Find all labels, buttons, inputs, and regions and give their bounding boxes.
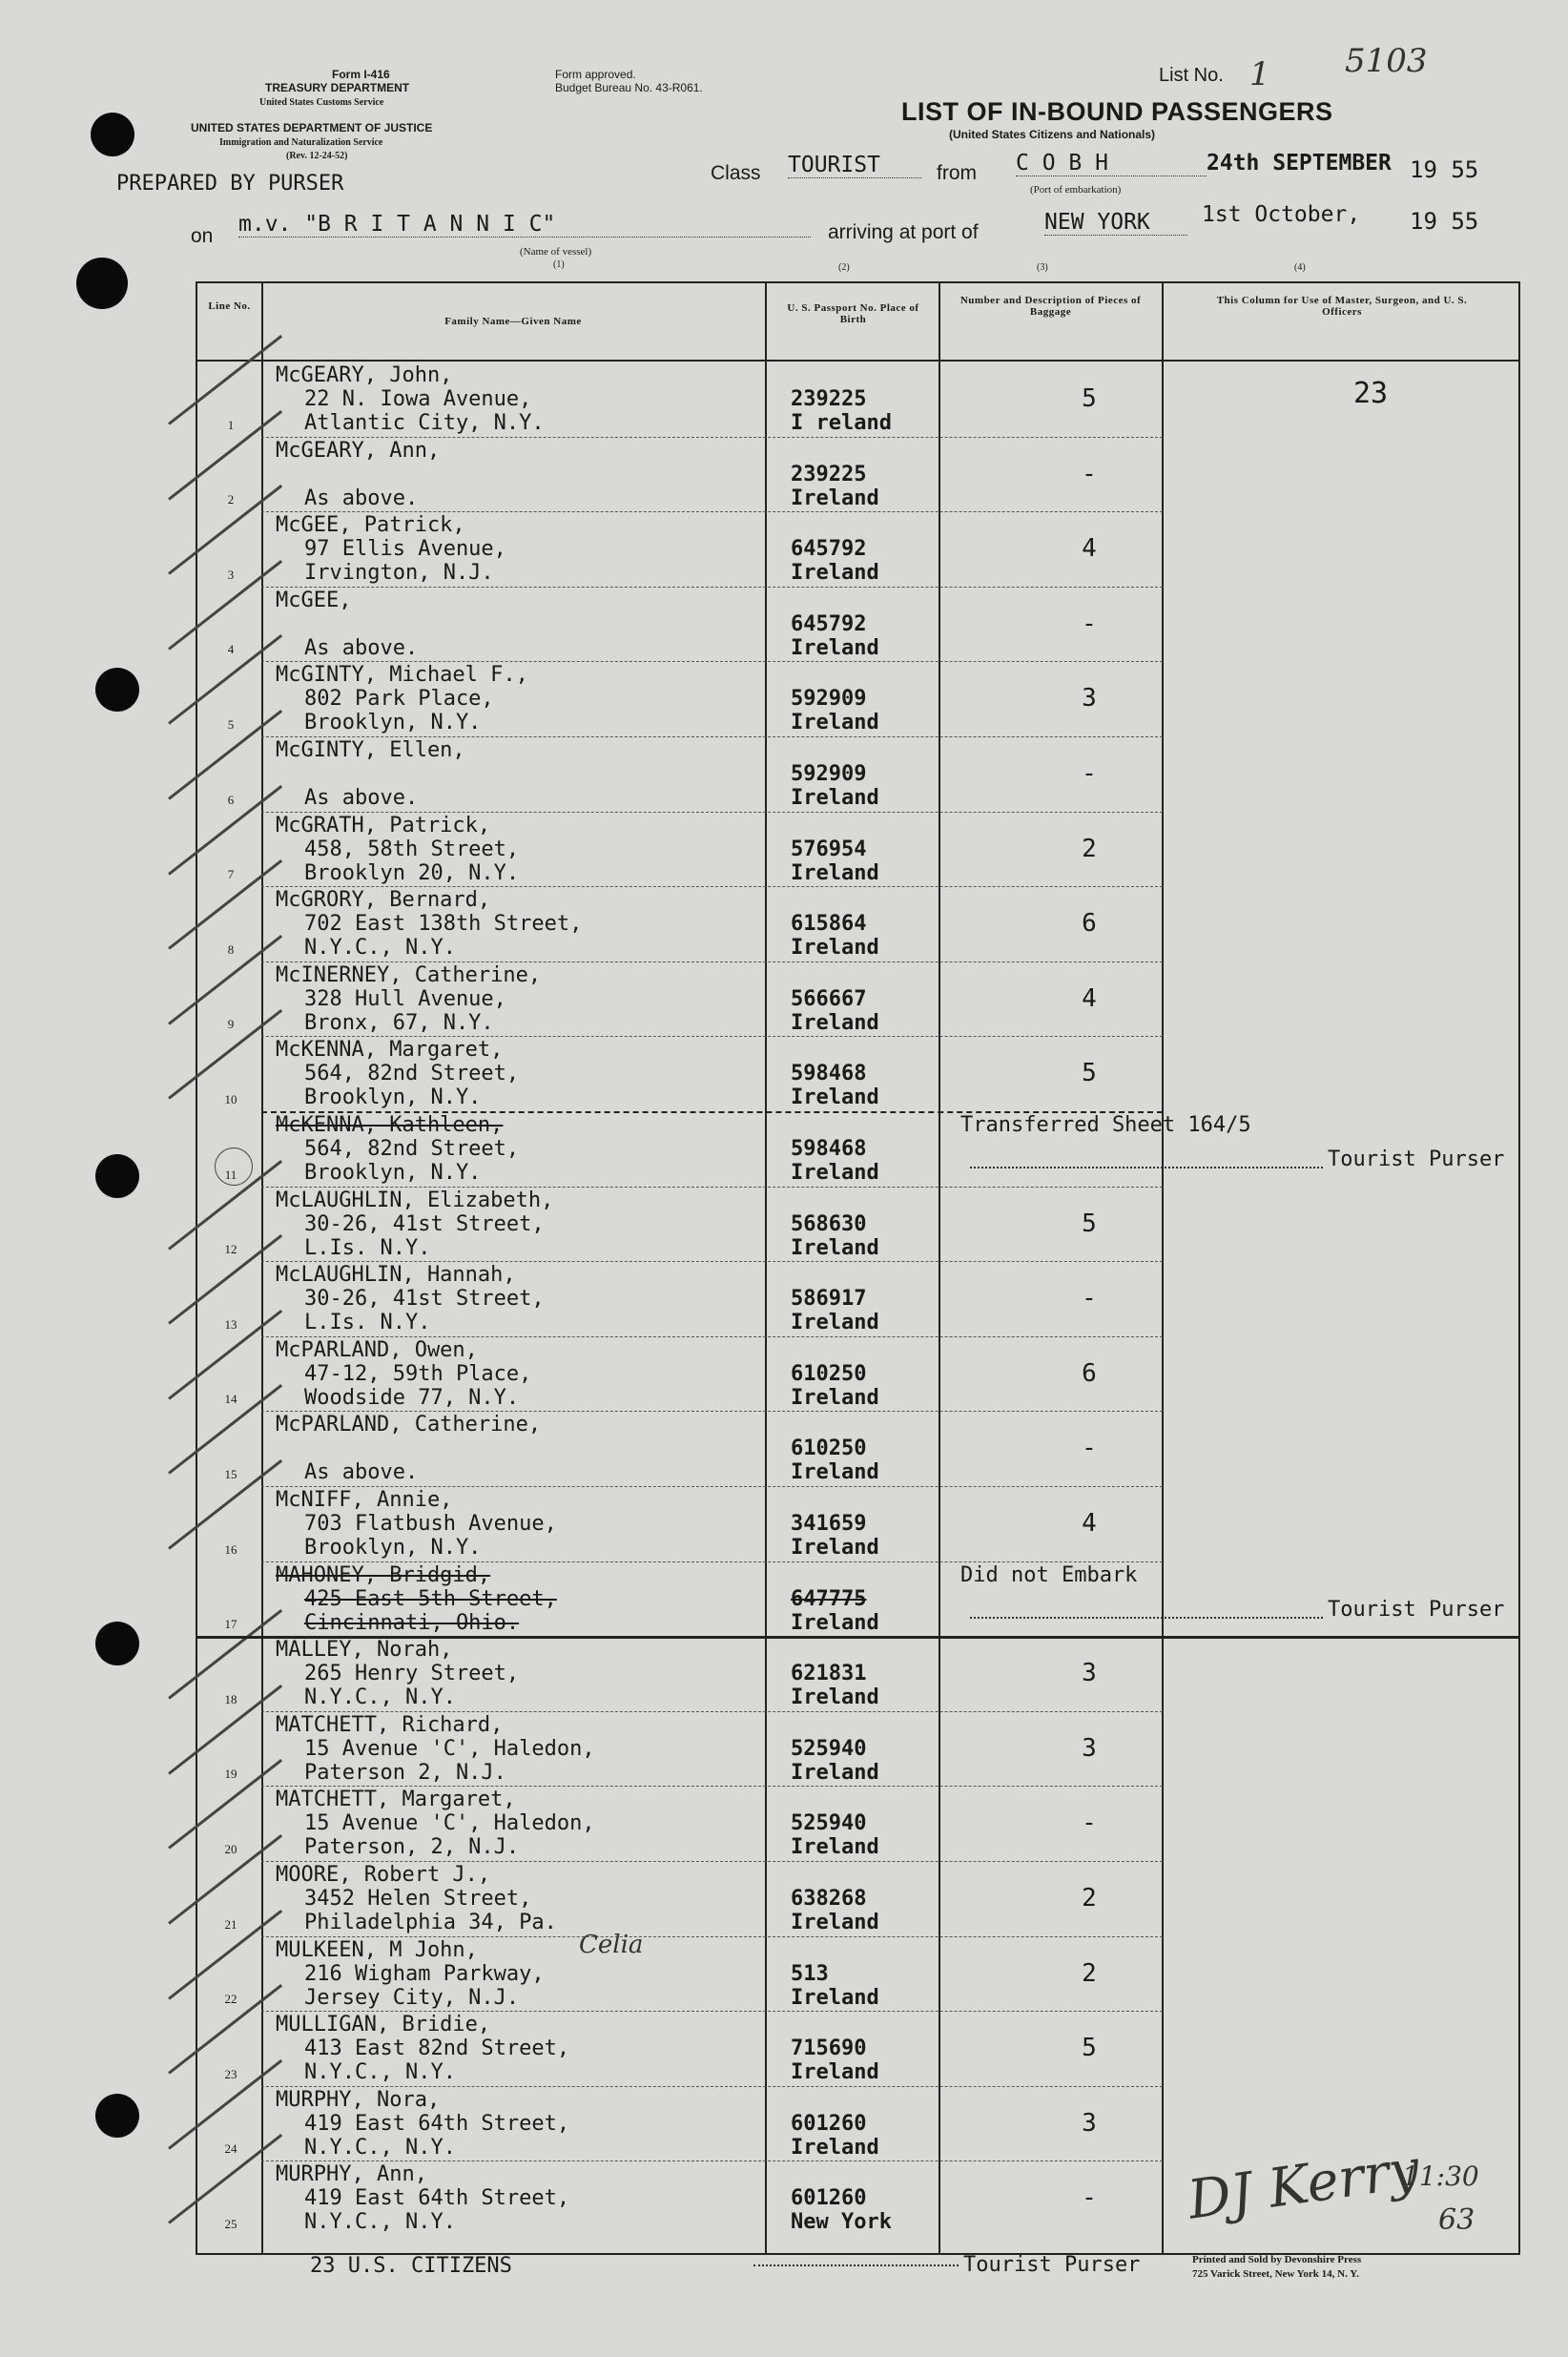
place-of-birth: New York	[791, 2210, 892, 2235]
line-number: 17	[224, 1617, 237, 1632]
revision: (Rev. 12-24-52)	[286, 151, 348, 161]
baggage-count: -	[1082, 2183, 1097, 2213]
line-number: 23	[224, 2066, 237, 2081]
treasury-dept: TREASURY DEPARTMENT	[265, 81, 410, 94]
punch-hole	[95, 1622, 139, 1665]
line-number: 10	[224, 1091, 237, 1106]
address-line-2: L.Is. N.Y.	[304, 1311, 431, 1335]
line-number: 9	[227, 1017, 235, 1032]
passenger-name: McGEARY, John,	[276, 363, 453, 387]
table-row	[197, 1930, 1518, 2012]
passenger-name: McPARLAND, Catherine,	[276, 1413, 542, 1437]
baggage-count: -	[1082, 1284, 1097, 1313]
address-line-1: 15 Avenue 'C', Haledon,	[304, 1811, 595, 1836]
passport-number: 638268	[791, 1887, 867, 1911]
class-value: TOURIST	[788, 153, 921, 178]
col-header-name: Family Name—Given Name	[444, 316, 582, 327]
passport-number: 586917	[791, 1287, 867, 1312]
page-title: LIST OF IN-BOUND PASSENGERS	[901, 97, 1333, 126]
address-line-1: 564, 82nd Street,	[304, 1137, 520, 1161]
passport-number: 568630	[791, 1211, 867, 1236]
arrival-year: 19 55	[1410, 208, 1479, 235]
place-of-birth: Ireland	[791, 1460, 879, 1485]
col-num-2: (2)	[838, 262, 850, 273]
line-number: 5	[227, 716, 235, 732]
signature-dots	[970, 1617, 1323, 1619]
address-line-1: 328 Hull Avenue,	[304, 986, 506, 1011]
address-line-2: Paterson 2, N.J.	[304, 1760, 506, 1785]
passport-number: 513	[791, 1961, 829, 1986]
line-number: 21	[224, 1916, 237, 1932]
passenger-name: McGINTY, Michael F.,	[276, 663, 528, 688]
place-of-birth: Ireland	[791, 1760, 879, 1785]
place-of-birth: Ireland	[791, 561, 879, 586]
punch-hole	[95, 2094, 139, 2138]
place-of-birth: Ireland	[791, 2060, 879, 2085]
line-number: 8	[227, 941, 235, 957]
vessel-caption: (Name of vessel)	[520, 246, 592, 258]
table-row	[197, 1711, 1518, 1787]
line-number: 14	[224, 1392, 237, 1407]
table-row	[197, 511, 1518, 587]
place-of-birth: Ireland	[791, 1161, 879, 1185]
punch-hole	[95, 1154, 139, 1198]
baggage-count: 3	[1082, 2108, 1097, 2138]
place-of-birth: Ireland	[791, 635, 879, 660]
passenger-name: McKENNA, Kathleen,	[276, 1113, 504, 1137]
table-row	[197, 1561, 1518, 1637]
arrival-port: NEW YORK	[1044, 210, 1187, 236]
from-label: from	[937, 162, 977, 184]
address-line-2: As above.	[304, 786, 419, 810]
passport-number: 601260	[791, 2111, 867, 2136]
line-number: 11	[224, 1167, 237, 1182]
printer-line-2: 725 Varick Street, New York 14, N. Y.	[1192, 2268, 1359, 2280]
table-row	[197, 587, 1518, 662]
col-num-4: (4)	[1294, 262, 1306, 273]
place-of-birth: Ireland	[791, 1010, 879, 1035]
address-line-1: 425 East 5th Street,	[304, 1586, 557, 1611]
line-number: 1	[227, 417, 235, 432]
punch-hole	[76, 258, 128, 309]
baggage-count: 2	[1082, 1884, 1097, 1912]
port-caption: (Port of embarkation)	[1030, 184, 1122, 196]
line-number: 7	[227, 867, 235, 882]
table-row	[197, 1111, 1518, 1187]
place-of-birth: Ireland	[791, 1985, 879, 2010]
line-number: 19	[224, 1767, 237, 1782]
handwritten-signature: DJ Kerry	[1184, 2138, 1424, 2232]
address-line-2: Woodside 77, N.Y.	[304, 1385, 520, 1410]
address-line-1: 265 Henry Street,	[304, 1662, 520, 1686]
transfer-note: Did not Embark	[960, 1562, 1138, 1587]
place-of-birth: Ireland	[791, 1911, 879, 1934]
handwritten-note: Celia	[579, 1930, 644, 1959]
place-of-birth: Ireland	[791, 1085, 879, 1110]
line-number: 24	[224, 2141, 237, 2157]
line-number: 13	[224, 1316, 237, 1332]
embark-year: 19 55	[1410, 156, 1479, 183]
passenger-name: MAHONEY, Bridgid,	[276, 1562, 491, 1587]
list-no-handwritten-2: 5103	[1345, 42, 1428, 80]
passenger-name: McGINTY, Ellen,	[276, 738, 465, 762]
baggage-count: 2	[1082, 834, 1097, 863]
place-of-birth: Ireland	[791, 1536, 879, 1560]
table-row	[197, 1411, 1518, 1486]
table-row	[197, 2086, 1518, 2161]
place-of-birth: Ireland	[791, 486, 879, 510]
table-row	[197, 437, 1518, 512]
passenger-name: MATCHETT, Richard,	[276, 1712, 504, 1737]
table-row	[197, 1187, 1518, 1262]
baggage-count: 5	[1082, 1209, 1097, 1238]
passenger-name: McGRATH, Patrick,	[276, 813, 491, 837]
transfer-note: Transferred Sheet 164/5	[960, 1113, 1251, 1137]
address-line-1: 802 Park Place,	[304, 687, 494, 712]
passport-number: 715690	[791, 2037, 867, 2061]
address-line-2: N.Y.C., N.Y.	[304, 2210, 456, 2235]
table-row	[197, 1336, 1518, 1412]
address-line-2: Philadelphia 34, Pa.	[304, 1911, 557, 1934]
baggage-count: 4	[1082, 534, 1097, 564]
place-of-birth: Ireland	[791, 1385, 879, 1410]
passenger-name: McKENNA, Margaret,	[276, 1038, 504, 1063]
baggage-count: 3	[1082, 1733, 1097, 1763]
baggage-count: -	[1082, 459, 1097, 488]
col-num-3: (3)	[1037, 262, 1048, 273]
table-row	[197, 661, 1518, 736]
table-row	[197, 1861, 1518, 1936]
table-row	[197, 736, 1518, 812]
punch-hole	[95, 668, 139, 712]
passenger-table	[196, 262, 1520, 2255]
printer-line-1: Printed and Sold by Devonshire Press	[1192, 2254, 1362, 2265]
passenger-name: McINERNEY, Catherine,	[276, 962, 542, 987]
passport-number: 239225	[791, 387, 867, 411]
place-of-birth: Ireland	[791, 711, 879, 735]
budget-bureau: Budget Bureau No. 43-R061.	[555, 81, 703, 94]
list-no-handwritten: 1	[1249, 55, 1270, 93]
address-line-2: As above.	[304, 635, 419, 660]
passport-number: 525940	[791, 1736, 867, 1761]
baggage-count: 6	[1082, 1358, 1097, 1388]
port-of-embarkation: C O B H	[1016, 151, 1207, 176]
passport-number: 598468	[791, 1137, 867, 1161]
signature-dots	[970, 1167, 1323, 1168]
passport-number: 566667	[791, 986, 867, 1011]
address-line-2: Paterson, 2, N.J.	[304, 1835, 520, 1860]
passport-number: 341659	[791, 1512, 867, 1536]
passenger-name: McGRORY, Bernard,	[276, 888, 491, 913]
place-of-birth: Ireland	[791, 1610, 879, 1635]
class-label: Class	[711, 162, 761, 184]
prepared-by: PREPARED BY PURSER	[116, 172, 344, 196]
address-line-2: N.Y.C., N.Y.	[304, 1685, 456, 1710]
purser-note: Tourist Purser	[1328, 1147, 1505, 1171]
address-line-1: 216 Wigham Parkway,	[304, 1961, 545, 1986]
place-of-birth: Ireland	[791, 936, 879, 961]
col1-marker: (1)	[553, 259, 565, 270]
address-line-2: Jersey City, N.J.	[304, 1985, 520, 2010]
line-number: 18	[224, 1691, 237, 1706]
table-row	[197, 886, 1518, 961]
passenger-name: McGEE,	[276, 588, 352, 612]
customs-service: United States Customs Service	[259, 97, 384, 108]
address-line-1: 413 East 82nd Street,	[304, 2037, 570, 2061]
line-number: 4	[227, 642, 235, 657]
passenger-name: McPARLAND, Owen,	[276, 1337, 478, 1362]
baggage-count: -	[1082, 1809, 1097, 1838]
passport-number: 239225	[791, 462, 867, 486]
passport-number: 576954	[791, 837, 867, 861]
place-of-birth: Ireland	[791, 1235, 879, 1260]
passenger-name: MULLIGAN, Bridie,	[276, 2013, 491, 2037]
passenger-name: McGEARY, Ann,	[276, 438, 441, 463]
passenger-name: MURPHY, Nora,	[276, 2087, 441, 2112]
passport-number: 615864	[791, 912, 867, 937]
address-line-2: N.Y.C., N.Y.	[304, 936, 456, 961]
line-number: 20	[224, 1841, 237, 1856]
table-row	[197, 1636, 1518, 1711]
col-header-line: Line No.	[208, 300, 251, 312]
place-of-birth: Ireland	[791, 1685, 879, 1710]
place-of-birth: Ireland	[791, 786, 879, 810]
vessel-name: m.v. "B R I T A N N I C"	[238, 212, 811, 238]
passport-number: 601260	[791, 2186, 867, 2211]
line-number: 15	[224, 1466, 237, 1481]
place-of-birth: Ireland	[791, 2135, 879, 2160]
address-line-2: As above.	[304, 486, 419, 510]
circle-mark	[215, 1147, 253, 1186]
arriving-label: arriving at port of	[828, 221, 979, 243]
col-header-baggage: Number and Description of Pieces of Baggage	[959, 295, 1142, 318]
passenger-name: McNIFF, Annie,	[276, 1488, 453, 1512]
address-line-2: Brooklyn, N.Y.	[304, 1161, 482, 1185]
passport-number: 525940	[791, 1811, 867, 1836]
handwritten-number: 63	[1438, 2203, 1475, 2237]
address-line-1: 15 Avenue 'C', Haledon,	[304, 1736, 595, 1761]
table-row	[197, 1786, 1518, 1861]
address-line-1: 22 N. Iowa Avenue,	[304, 387, 532, 411]
table-row	[197, 362, 1518, 437]
form-approved: Form approved.	[555, 68, 636, 81]
address-line-2: Brooklyn, N.Y.	[304, 1536, 482, 1560]
address-line-2: N.Y.C., N.Y.	[304, 2060, 456, 2085]
baggage-count: 4	[1082, 983, 1097, 1013]
address-line-2: Brooklyn, N.Y.	[304, 1085, 482, 1110]
passport-number: 592909	[791, 762, 867, 786]
place-of-birth: I reland	[791, 411, 892, 435]
address-line-2: As above.	[304, 1460, 419, 1485]
baggage-count: -	[1082, 609, 1097, 638]
passenger-name: MULKEEN, M John,	[276, 1937, 478, 1962]
passenger-name: MURPHY, Ann,	[276, 2162, 427, 2187]
passenger-name: MALLEY, Norah,	[276, 1638, 453, 1663]
address-line-2: Brooklyn 20, N.Y.	[304, 860, 520, 885]
citizens-count: 23 U.S. CITIZENS	[310, 2254, 512, 2278]
baggage-count: 3	[1082, 684, 1097, 713]
table-row	[197, 812, 1518, 887]
address-line-2: Cincinnati, Ohio.	[304, 1610, 520, 1635]
table-row	[197, 1036, 1518, 1111]
passport-number: 610250	[791, 1361, 867, 1386]
footer-purser: Tourist Purser	[963, 2253, 1141, 2277]
baggage-count: 5	[1082, 2034, 1097, 2063]
address-line-1: 564, 82nd Street,	[304, 1062, 520, 1086]
baggage-count: -	[1082, 1434, 1097, 1463]
passport-number: 647775	[791, 1586, 867, 1611]
line-number: 16	[224, 1541, 237, 1557]
arrival-date: 1st October,	[1202, 202, 1361, 227]
address-line-2: N.Y.C., N.Y.	[304, 2135, 456, 2160]
on-label: on	[191, 225, 214, 247]
address-line-2: Bronx, 67, N.Y.	[304, 1010, 494, 1035]
baggage-count: 6	[1082, 909, 1097, 939]
passenger-name: MOORE, Robert J.,	[276, 1863, 491, 1887]
place-of-birth: Ireland	[791, 860, 879, 885]
justice-dept: UNITED STATES DEPARTMENT OF JUSTICE	[191, 121, 433, 134]
tick-mark	[168, 335, 282, 425]
line-number: 3	[227, 567, 235, 582]
passport-number: 645792	[791, 537, 867, 562]
passenger-name: MATCHETT, Margaret,	[276, 1788, 516, 1812]
line-number: 25	[224, 2216, 237, 2231]
address-line-1: 702 East 138th Street,	[304, 912, 583, 937]
col-header-officers: This Column for Use of Master, Surgeon, and U. S. Officers	[1216, 295, 1468, 318]
address-line-1: 419 East 64th Street,	[304, 2186, 570, 2211]
passport-number: 598468	[791, 1062, 867, 1086]
form-number: Form I-416	[332, 68, 390, 81]
address-line-1: 3452 Helen Street,	[304, 1887, 532, 1911]
address-line-1: 47-12, 59th Place,	[304, 1361, 532, 1386]
line-number: 6	[227, 792, 235, 807]
table-row	[197, 1261, 1518, 1336]
address-line-2: Brooklyn, N.Y.	[304, 711, 482, 735]
baggage-count: 4	[1082, 1509, 1097, 1538]
purser-note: Tourist Purser	[1328, 1597, 1505, 1622]
line-number: 2	[227, 492, 235, 507]
baggage-count: 5	[1082, 1059, 1097, 1088]
officer-entry: 23	[1352, 377, 1389, 410]
address-line-1: 97 Ellis Avenue,	[304, 537, 506, 562]
baggage-count: 3	[1082, 1659, 1097, 1688]
address-line-1: 30-26, 41st Street,	[304, 1287, 545, 1312]
baggage-count: 5	[1082, 384, 1097, 413]
address-line-2: L.Is. N.Y.	[304, 1235, 431, 1260]
passport-number: 610250	[791, 1437, 867, 1461]
passport-number: 645792	[791, 611, 867, 636]
row-divider	[197, 1636, 1518, 1639]
passenger-name: McLAUGHLIN, Elizabeth,	[276, 1188, 554, 1212]
baggage-count: 2	[1082, 1958, 1097, 1988]
table-row	[197, 2011, 1518, 2086]
page-subtitle: (United States Citizens and Nationals)	[949, 128, 1156, 141]
table-row	[197, 961, 1518, 1037]
handwritten-time: 11:30	[1402, 2161, 1479, 2192]
address-line-2: Irvington, N.J.	[304, 561, 494, 586]
passenger-name: McGEE, Patrick,	[276, 513, 465, 538]
ins-service: Immigration and Naturalization Service	[219, 137, 383, 148]
footer-dots	[753, 2264, 959, 2266]
embark-date: 24th SEPTEMBER	[1207, 151, 1392, 176]
table-row	[197, 1486, 1518, 1561]
passport-number: 621831	[791, 1662, 867, 1686]
address-line-1: 419 East 64th Street,	[304, 2111, 570, 2136]
place-of-birth: Ireland	[791, 1835, 879, 1860]
line-number: 12	[224, 1242, 237, 1257]
punch-hole	[91, 113, 134, 156]
place-of-birth: Ireland	[791, 1311, 879, 1335]
passport-number: 592909	[791, 687, 867, 712]
baggage-count: -	[1082, 759, 1097, 788]
list-no-label: List No.	[1159, 65, 1224, 86]
col-header-passport: U. S. Passport No. Place of Birth	[787, 302, 919, 325]
passenger-name: McLAUGHLIN, Hannah,	[276, 1263, 516, 1288]
address-line-1: 458, 58th Street,	[304, 837, 520, 861]
address-line-2: Atlantic City, N.Y.	[304, 411, 545, 435]
line-number: 22	[224, 1992, 237, 2007]
address-line-1: 30-26, 41st Street,	[304, 1211, 545, 1236]
address-line-1: 703 Flatbush Avenue,	[304, 1512, 557, 1536]
